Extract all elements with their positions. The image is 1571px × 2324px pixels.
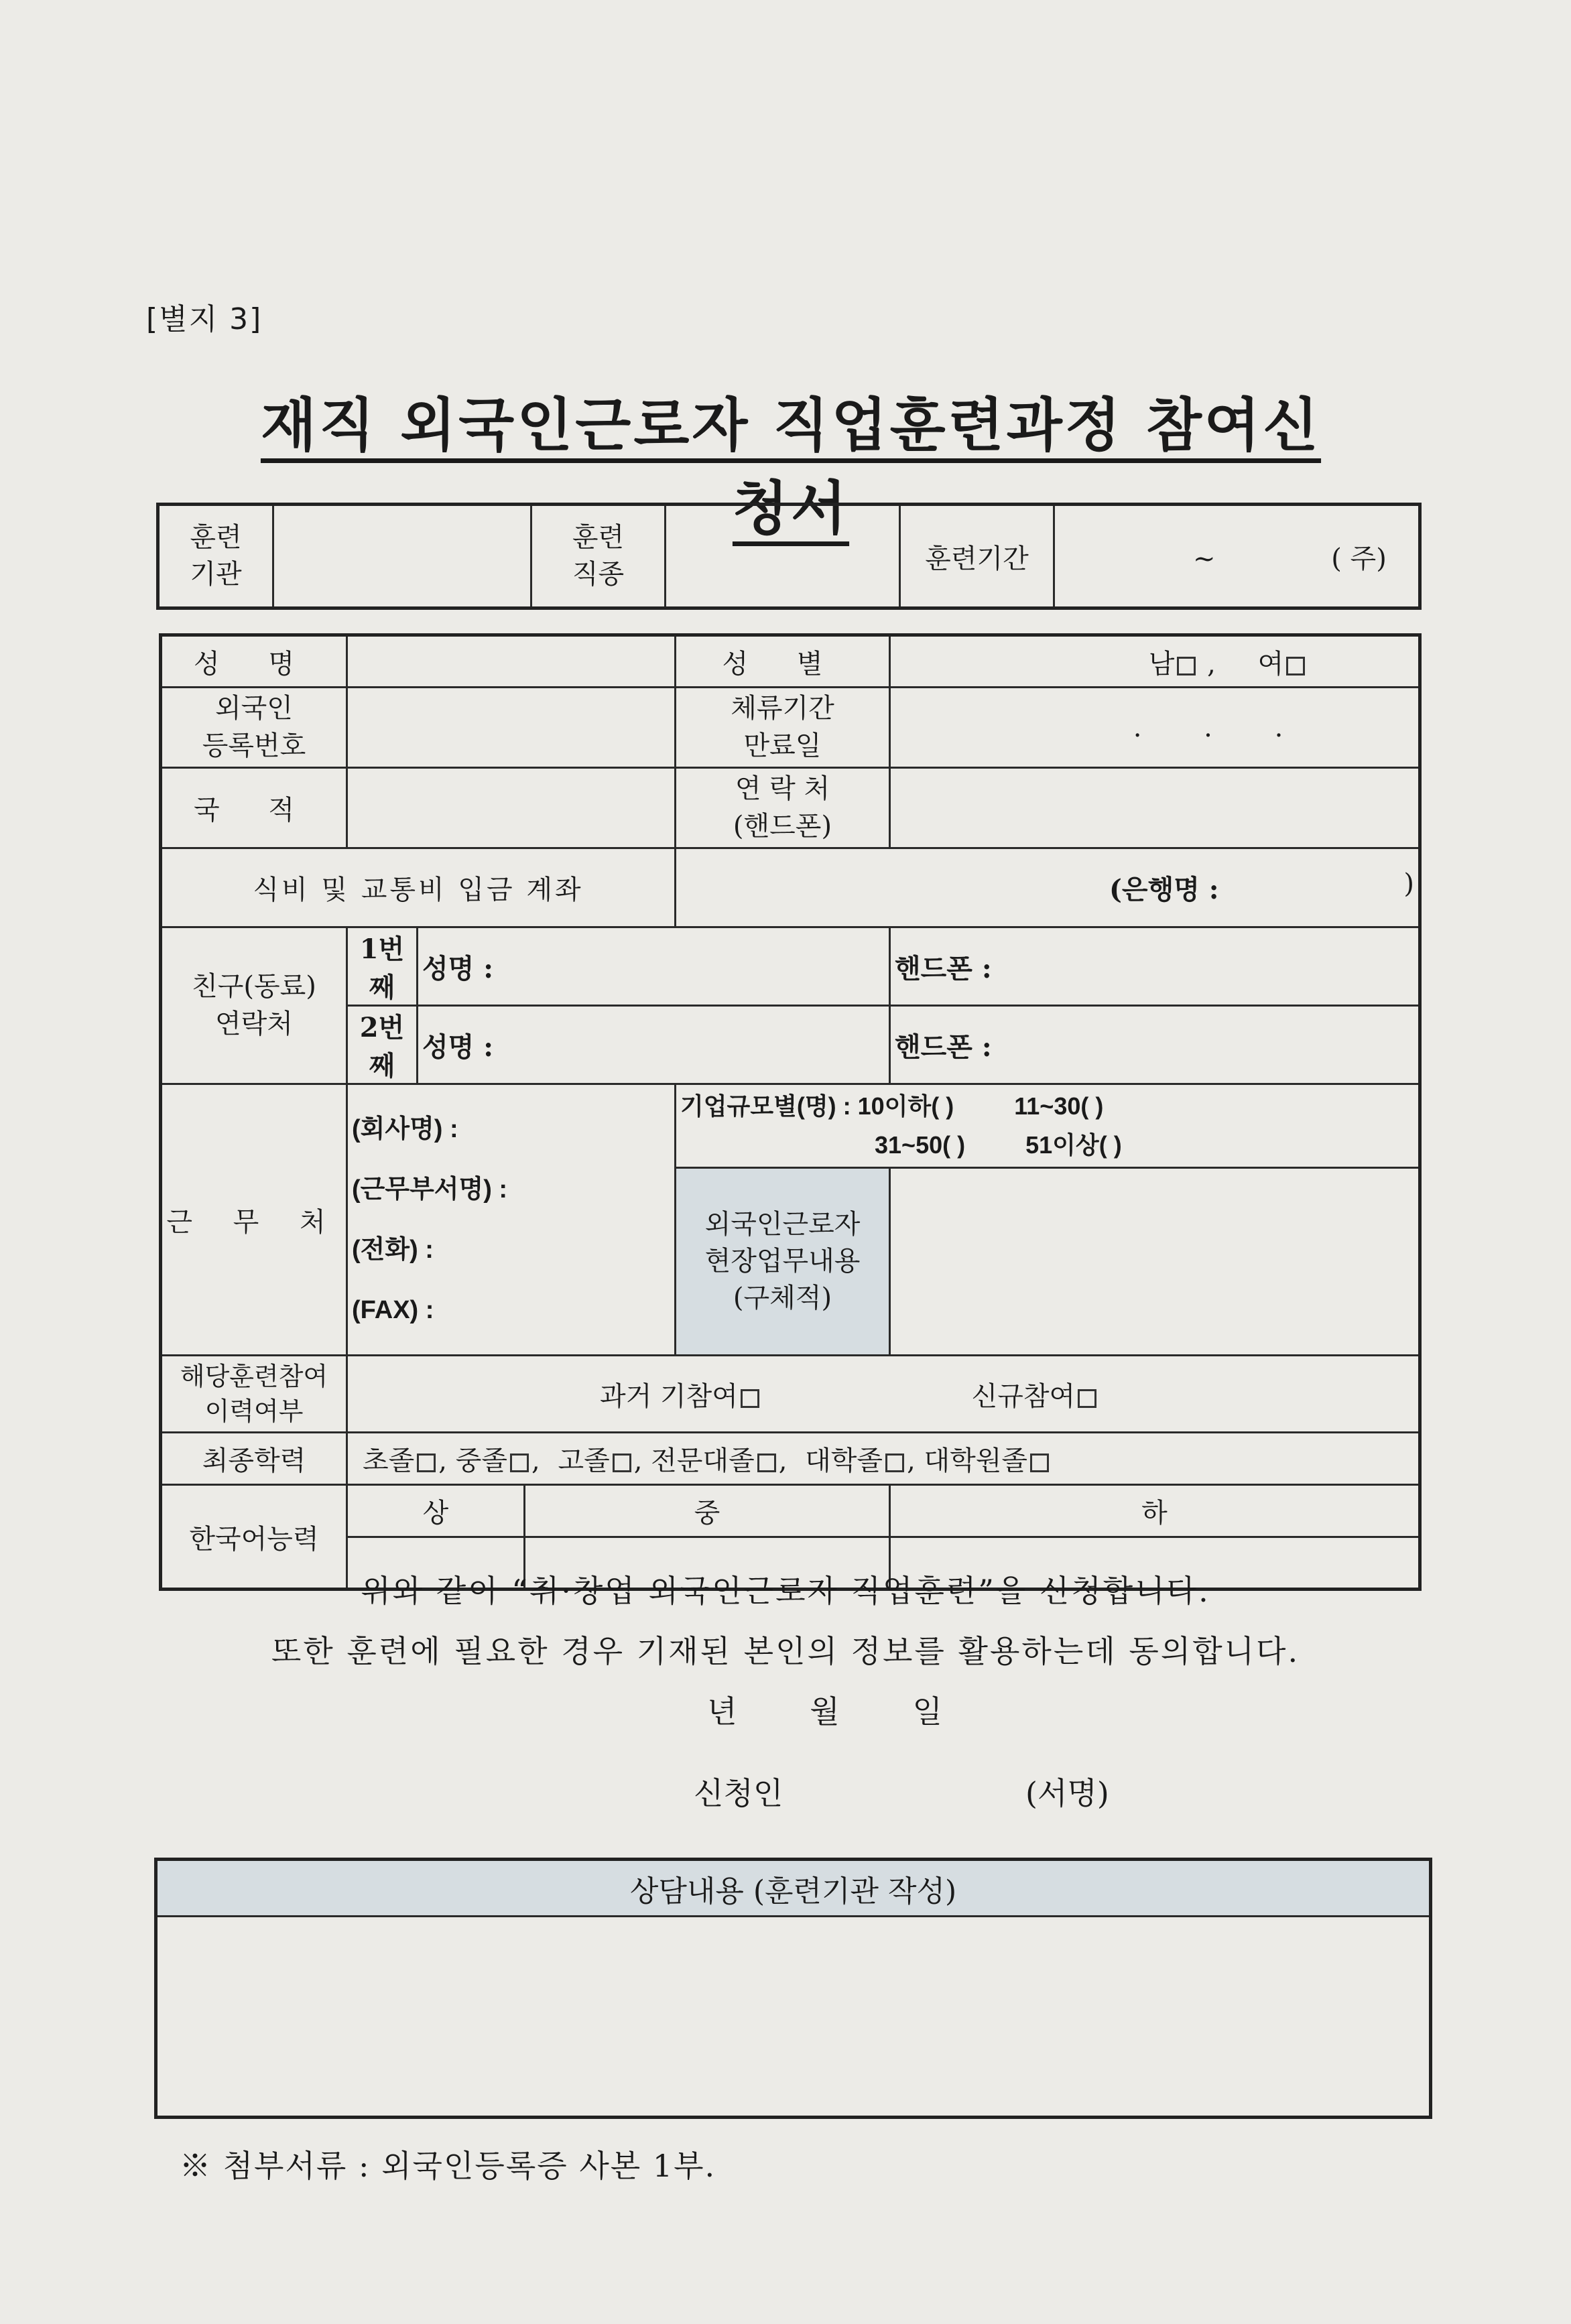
friend-2-phone[interactable]: 핸드폰 : — [890, 1006, 1420, 1084]
registration-field[interactable] — [347, 688, 676, 768]
friend-contact-label: 친구(동료) 연락처 — [161, 927, 347, 1084]
workplace-details[interactable]: (회사명) : (근무부서명) : (전화) : (FAX) : — [347, 1084, 676, 1356]
declaration-line-1: 위와 같이 “취·창업 외국인근로자 직업훈련”을 신청합니다. — [361, 1573, 1210, 1609]
korean-high: 상 — [347, 1485, 525, 1537]
education-label: 최종학력 — [161, 1433, 347, 1485]
training-job-label: 훈련 직종 — [531, 505, 666, 608]
declaration-line-2: 또한 훈련에 필요한 경우 기재된 본인의 정보를 활용하는데 동의합니다. — [271, 1633, 1300, 1669]
male-checkbox[interactable] — [1177, 657, 1196, 675]
stay-expiry-field[interactable]: . . . — [890, 688, 1420, 768]
korean-low: 하 — [890, 1485, 1420, 1537]
nationality-label: 국 적 — [161, 768, 347, 848]
annex-label: [별지 3] — [146, 302, 263, 336]
consultation-table — [154, 1858, 1432, 2119]
edu-graduate-checkbox[interactable] — [1030, 1454, 1049, 1472]
page-title: 재직 외국인근로자 직업훈련과정 참여신청서 — [260, 392, 1322, 542]
applicant-label: 신청인 — [694, 1775, 783, 1811]
stay-expiry-label: 체류기간 만료일 — [676, 688, 890, 768]
signature-label: (서명) — [1025, 1775, 1109, 1811]
contact-label: 연 락 처 (핸드폰) — [676, 768, 890, 848]
edu-elementary-checkbox[interactable] — [417, 1454, 436, 1472]
training-institution-field[interactable] — [273, 505, 531, 608]
korean-mid: 중 — [525, 1485, 890, 1537]
training-info-table — [156, 503, 1422, 610]
friend-1-phone[interactable]: 핸드폰 : — [890, 927, 1420, 1006]
date-line: 년 월 일 — [707, 1693, 944, 1730]
training-period-label: 훈련기간 — [900, 505, 1054, 608]
edu-college-checkbox[interactable] — [757, 1454, 776, 1472]
applicant-table — [159, 633, 1422, 1591]
korean-label: 한국어능력 — [161, 1485, 347, 1590]
job-duties-label: 외국인근로자 현장업무내용 (구체적) — [676, 1168, 890, 1356]
training-period-field[interactable] — [1054, 505, 1420, 608]
friend-2-name[interactable]: 성명 : — [418, 1006, 890, 1084]
training-job-field[interactable] — [666, 505, 900, 608]
nationality-field[interactable] — [347, 768, 676, 848]
attachment-note: ※ 첨부서류 : 외국인등록증 사본 1부. — [180, 2148, 716, 2184]
edu-middle-checkbox[interactable] — [510, 1454, 529, 1472]
account-label: 식비 및 교통비 입금 계좌 — [161, 848, 676, 927]
period-tilde: ~ — [1193, 543, 1216, 574]
consultation-header: 상담내용 (훈련기관 작성) — [156, 1860, 1431, 1917]
edu-high-checkbox[interactable] — [613, 1454, 631, 1472]
friend-1-order: 1번째 — [347, 927, 418, 1006]
name-field[interactable] — [347, 635, 676, 688]
period-weeks: ( 주) — [1331, 543, 1387, 574]
registration-label: 외국인 등록번호 — [161, 688, 347, 768]
education-options: 초졸 , 중졸 , 고졸 , 전문대졸 , 대학졸 , 대학원졸 — [347, 1433, 1420, 1485]
friend-1-name[interactable]: 성명 : — [418, 927, 890, 1006]
gender-label: 성 별 — [676, 635, 890, 688]
history-label: 해당훈련참여 이력여부 — [161, 1356, 347, 1433]
consultation-field[interactable] — [156, 1917, 1431, 2118]
gender-field: 남 , 여 — [890, 635, 1420, 688]
new-participation-checkbox[interactable] — [1078, 1389, 1096, 1408]
training-institution-label: 훈련 기관 — [158, 505, 273, 608]
friend-2-order: 2번째 — [347, 1006, 418, 1084]
company-size-field[interactable]: 기업규모별(명) : 10이하( ) 11~30( ) 31~50( ) 51이상( ) — [676, 1084, 1420, 1168]
past-participation-checkbox[interactable] — [741, 1389, 759, 1408]
workplace-label: 근 무 처 — [161, 1084, 347, 1356]
job-duties-field[interactable] — [890, 1168, 1420, 1356]
account-field[interactable]: (은행명 : ) — [676, 848, 1420, 927]
edu-university-checkbox[interactable] — [885, 1454, 904, 1472]
history-options: 과거 기참여 신규참여 — [347, 1356, 1420, 1433]
name-label: 성 명 — [161, 635, 347, 688]
contact-field[interactable] — [890, 768, 1420, 848]
female-checkbox[interactable] — [1286, 657, 1305, 675]
